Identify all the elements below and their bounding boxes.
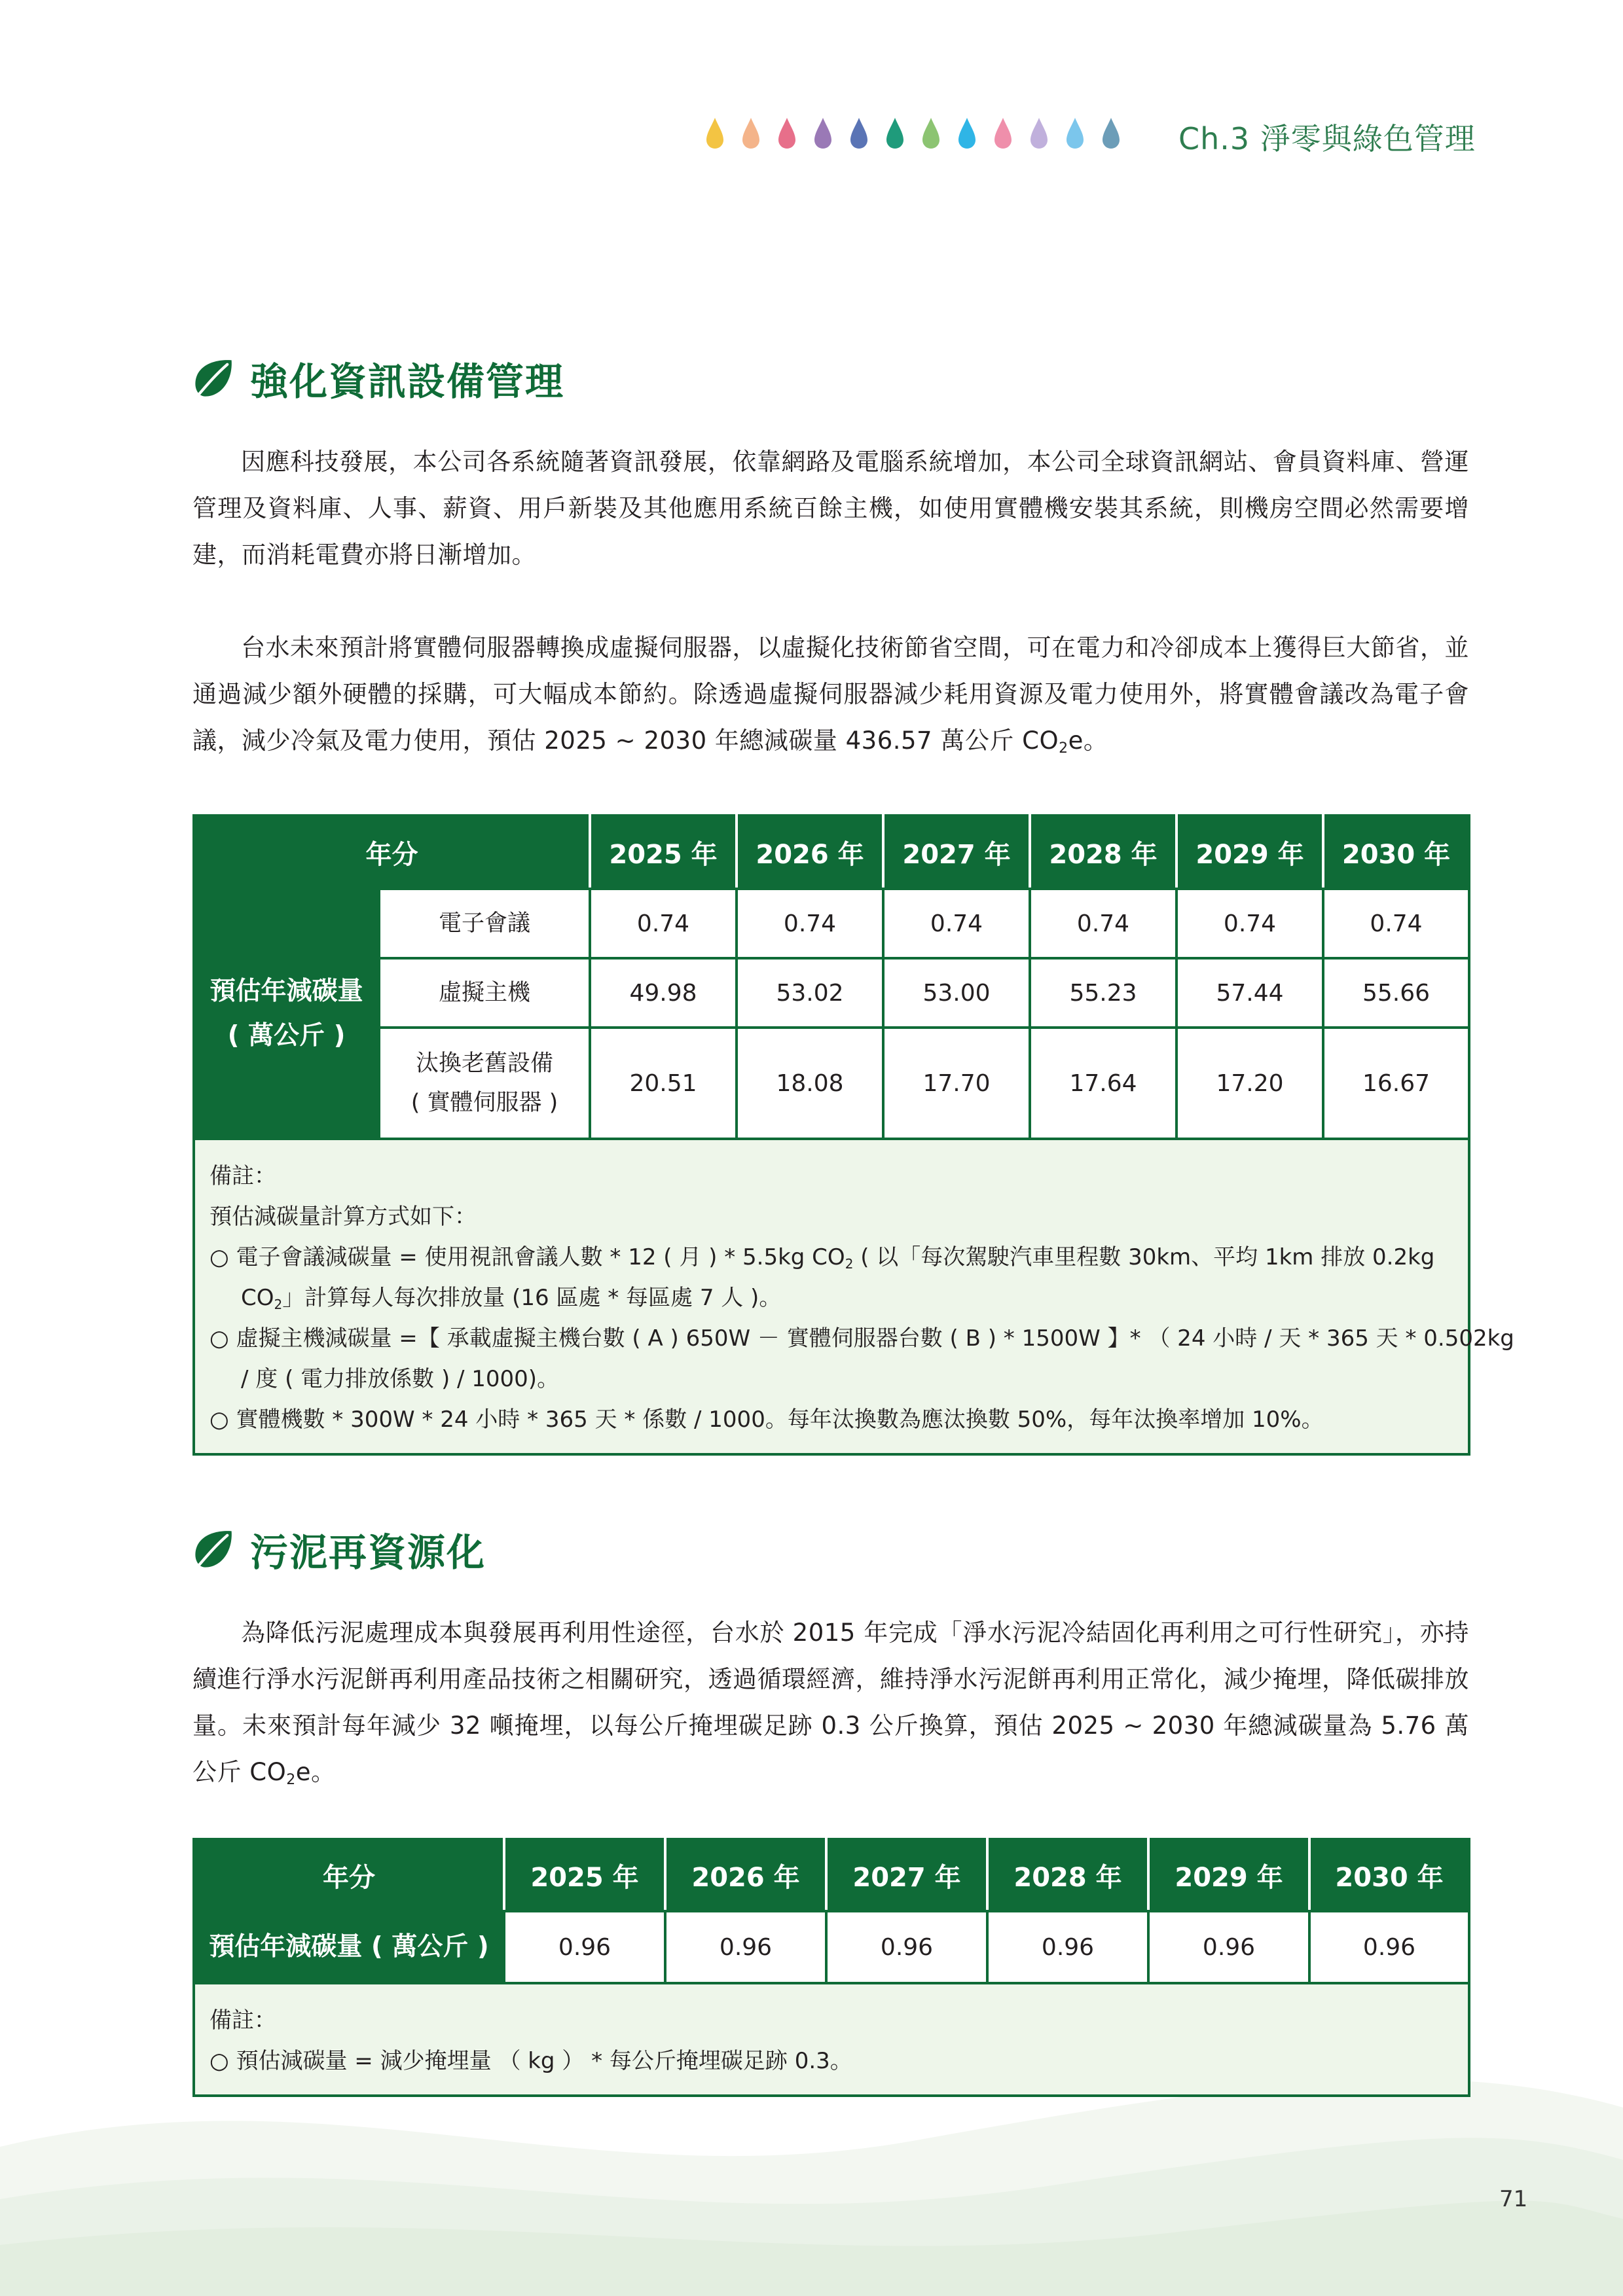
- table-header-row: [194, 816, 1469, 889]
- table-cell: 0.74: [1030, 889, 1176, 958]
- water-drop-icon: [742, 117, 760, 151]
- row-header: 預估年減碳量 ( 萬公斤 ): [194, 1911, 504, 1983]
- water-drop-icon: [1066, 117, 1084, 151]
- table-cell: 0.96: [665, 1911, 826, 1983]
- chapter-title: Ch.3 淨零與綠色管理: [1178, 121, 1476, 156]
- note-line: ○ 實體機數 * 300W * 24 小時 * 365 天 * 係數 / 1000。每年汰換數為應汰換數 50%，每年汰換率增加 10%。: [210, 1407, 1324, 1433]
- table-notes: [194, 1139, 1514, 1454]
- year-cell: 2029 年: [1176, 816, 1323, 889]
- notes-row: [194, 1139, 1469, 1454]
- table-cell: 17.70: [883, 1028, 1030, 1139]
- row-label-line: 汰換老舊設備: [415, 1050, 553, 1077]
- table-cell: 17.20: [1176, 1028, 1323, 1139]
- year-cell: 2030 年: [1323, 816, 1469, 889]
- water-drop-icon: [850, 117, 868, 151]
- year-cell: 2025 年: [590, 816, 737, 889]
- notes-row: [194, 1983, 1469, 2096]
- carbon-reduction-table: [192, 814, 1514, 1456]
- water-drop-icon: [994, 117, 1012, 151]
- table-cell: 18.08: [737, 1028, 883, 1139]
- table-cell: 0.74: [1176, 889, 1323, 958]
- row-header-line: 預估年減碳量: [210, 977, 363, 1006]
- year-cell: 2027 年: [826, 1839, 987, 1911]
- text-run: 台水未來預計將實體伺服器轉換成虛擬伺服器，以虛擬化技術節省空間，可在電力和冷卻成本上獲得巨大節省，並通過減少額外硬體的採購，可大幅成本節約。除透過虛擬伺服器減少耗用資源及電力使用外，將實體會議改為電子會議，減少冷氣及電力使用，預估 2025 ~ 2030 年總減碳量 436.57 萬公斤 CO: [192, 634, 1469, 755]
- table-cell: 0.96: [504, 1911, 665, 1983]
- text-run: ○ 電子會議減碳量 = 使用視訊會議人數 * 12 ( 月 ) * 5.5kg CO: [210, 1244, 845, 1270]
- notes-title: 備註：: [210, 1163, 276, 1189]
- notes-title: 備註：: [210, 2007, 276, 2034]
- table-row: [194, 1028, 1469, 1139]
- table-notes: [194, 1983, 1469, 2096]
- paragraph-text: 因應科技發展，本公司各系統隨著資訊發展，依靠網路及電腦系統增加，本公司全球資訊網站、會員資料庫、營運管理及資料庫、人事、薪資、用戶新裝及其他應用系統百餘主機，如使用實體機安裝其系統，則機房空間必然需要增建，而消耗電費亦將日漸增加。: [192, 448, 1469, 569]
- water-drop-icon: [922, 117, 940, 151]
- water-drop-icon: [886, 117, 904, 151]
- subscript: 2: [845, 1256, 854, 1272]
- table-cell: 0.74: [883, 889, 1030, 958]
- subscript: 2: [286, 1772, 296, 1788]
- table-cell: 20.51: [590, 1028, 737, 1139]
- table-cell: 53.00: [883, 958, 1030, 1028]
- year-cell: 2028 年: [987, 1839, 1148, 1911]
- table-cell: 0.74: [737, 889, 883, 958]
- row-group-header: [194, 889, 379, 1139]
- water-drop-icon: [1102, 117, 1120, 151]
- year-cell: 2030 年: [1309, 1839, 1469, 1911]
- paragraph: [192, 624, 1469, 764]
- table-cell: 0.96: [987, 1911, 1148, 1983]
- water-drop-icon: [1030, 117, 1048, 151]
- leaf-icon: [191, 1527, 236, 1571]
- table-row: [194, 1911, 1469, 1983]
- table-cell: 0.96: [826, 1911, 987, 1983]
- section-title: 強化資訊設備管理: [250, 359, 565, 404]
- year-cell: 2028 年: [1030, 816, 1176, 889]
- section-title: 污泥再資源化: [250, 1530, 486, 1575]
- paragraph-text: [192, 624, 1469, 764]
- year-header: 年分: [194, 816, 590, 889]
- note-line: [210, 1237, 1455, 1278]
- row-header-line: ( 萬公斤 ): [227, 1021, 346, 1050]
- note-line: [210, 1278, 1455, 1318]
- year-cell: 2029 年: [1148, 1839, 1309, 1911]
- table-cell: 17.64: [1030, 1028, 1176, 1139]
- note-line: ○ 虛擬主機減碳量 =【 承載虛擬主機台數 ( A ) 650W － 實體伺服器台數 ( B ) * 1500W 】* （ 24 小時 / 天 * 365 天 * 0.502kg: [210, 1325, 1514, 1352]
- table-cell: 0.74: [1323, 889, 1469, 958]
- water-drop-icon: [814, 117, 832, 151]
- text-run: e。: [1068, 726, 1108, 755]
- text-run: e。: [295, 1758, 336, 1786]
- table-cell: 55.66: [1323, 958, 1469, 1028]
- year-header: 年分: [194, 1839, 504, 1911]
- note-line: / 度 ( 電力排放係數 ) / 1000)。: [241, 1366, 560, 1392]
- text-run: ( 以「每次駕駛汽車里程數 30km、平均 1km 排放 0.2kg: [853, 1244, 1435, 1270]
- sludge-reduction-table: [192, 1838, 1470, 2097]
- leaf-icon: [191, 356, 236, 401]
- year-cell: 2026 年: [665, 1839, 826, 1911]
- table-row: [194, 958, 1469, 1028]
- table-cell: 55.23: [1030, 958, 1176, 1028]
- subscript: 2: [1059, 740, 1068, 757]
- year-cell: 2026 年: [737, 816, 883, 889]
- row-label-line: ( 實體伺服器 ): [410, 1090, 558, 1116]
- table-cell: 16.67: [1323, 1028, 1469, 1139]
- paragraph: [192, 1609, 1469, 1795]
- table-header-row: [194, 1839, 1469, 1911]
- water-drop-icon: [706, 117, 724, 151]
- table-cell: 57.44: [1176, 958, 1323, 1028]
- text-run: 」計算每人每次排放量 (16 區處 * 每區處 7 人 )。: [282, 1285, 782, 1311]
- row-label: [379, 1028, 590, 1139]
- table-cell: 53.02: [737, 958, 883, 1028]
- text-run: 為降低污泥處理成本與發展再利用性途徑，台水於 2015 年完成「淨水污泥冷結固化再利用之可行性研究」，亦持續進行淨水污泥餅再利用產品技術之相關研究，透過循環經濟，維持淨水污泥餅再利用正常化，減少掩埋，降低碳排放量。未來預計每年減少 32 噸掩埋，以每公斤掩埋碳足跡 0.3 公斤換算，預估 2025 ~ 2030 年總減碳量為 5.76 萬公斤 CO: [192, 1619, 1469, 1786]
- year-cell: 2025 年: [504, 1839, 665, 1911]
- text-run: CO: [241, 1285, 274, 1311]
- page-number: 71: [1499, 2186, 1528, 2212]
- table-row: [194, 889, 1469, 958]
- row-label: 電子會議: [379, 889, 590, 958]
- table-cell: 0.96: [1309, 1911, 1469, 1983]
- table-cell: 0.74: [590, 889, 737, 958]
- section-heading: [191, 1520, 486, 1579]
- note-line: ○ 預估減碳量 = 減少掩埋量 （ kg ） * 每公斤掩埋碳足跡 0.3。: [210, 2048, 852, 2074]
- subscript: 2: [274, 1297, 283, 1312]
- paragraph-text: [192, 1609, 1469, 1795]
- water-drop-icon: [778, 117, 796, 151]
- year-cell: 2027 年: [883, 816, 1030, 889]
- table-cell: 49.98: [590, 958, 737, 1028]
- row-label: 虛擬主機: [379, 958, 590, 1028]
- note-line: 預估減碳量計算方式如下：: [210, 1204, 477, 1230]
- paragraph: [192, 439, 1469, 578]
- table-cell: 0.96: [1148, 1911, 1309, 1983]
- section-heading: [191, 349, 564, 408]
- color-drops-decoration: [706, 117, 1120, 156]
- water-drop-icon: [958, 117, 976, 151]
